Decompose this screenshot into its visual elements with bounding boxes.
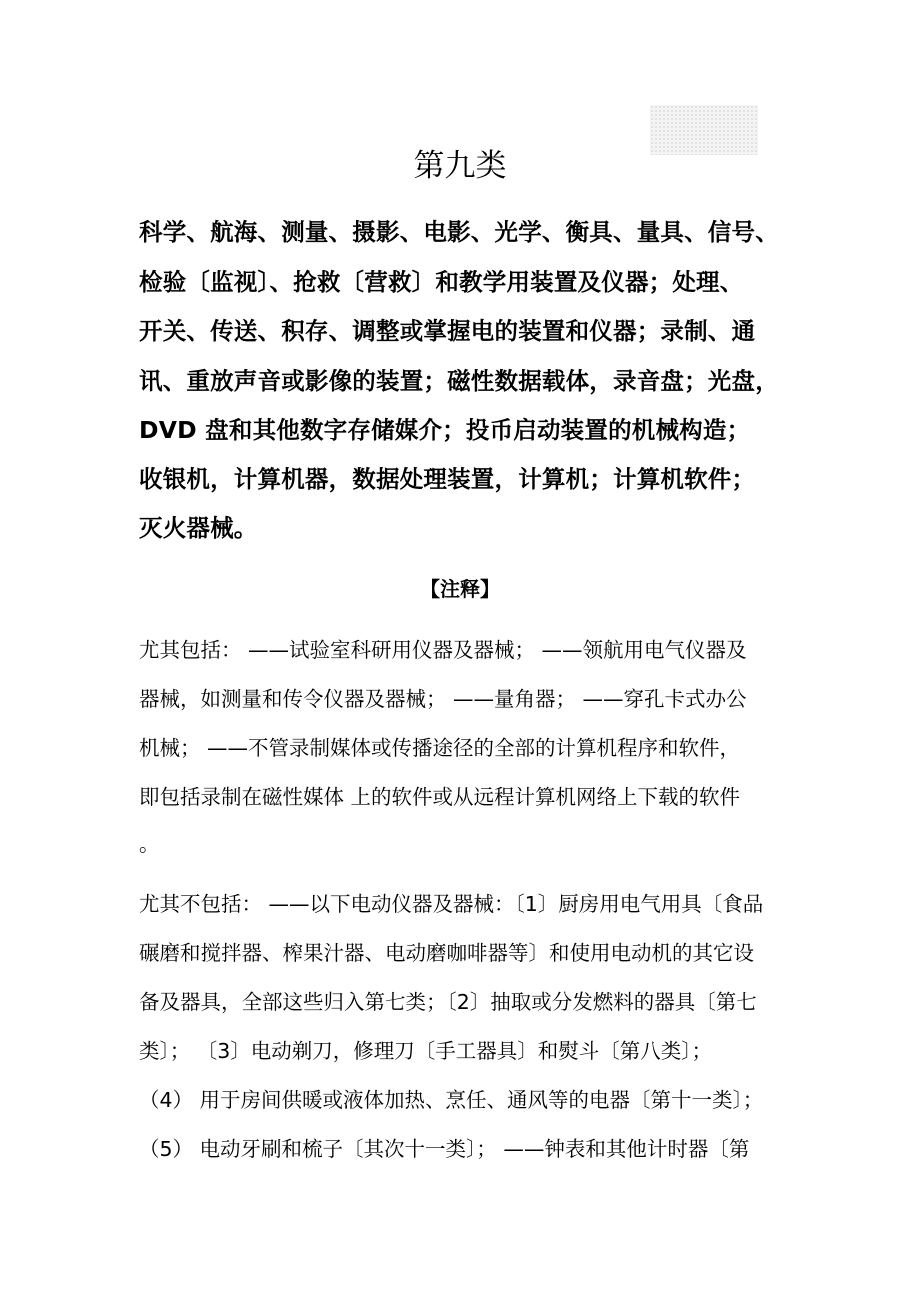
class-heading-line-2: 检验〔监视〕、抢救〔营救〕和教学用装置及仪器；处理、 [139,268,744,296]
excludes-line-1: 尤其不包括： ——以下电动仪器及器械：〔1〕厨房用电气用具〔食品 [139,892,764,916]
excludes-line-5: （4） 用于房间供暖或液体加热、烹任、通风等的电器〔第十一类〕； [139,1088,764,1112]
includes-line-1: 尤其包括： ——试验室科研用仪器及器械； ——领航用电气仪器及 [139,638,747,662]
excludes-line-3: 备及器具，全部这些归入第七类；〔2〕抽取或分发燃料的器具〔第七 [139,990,757,1014]
includes-line-2: 器械，如测量和传令仪器及器械； ——量角器； ——穿孔卡式办公 [139,687,747,711]
class-heading-line-4: 讯、重放声音或影像的装置；磁性数据载体，录音盘；光盘， [139,367,779,395]
includes-line-4: 即包括录制在磁性媒体 上的软件或从远程计算机网络上下载的软件 [139,785,741,809]
class-heading-line-6: 收银机，计算机器，数据处理装置，计算机；计算机软件； [139,465,756,493]
class-heading-line-3: 开关、传送、积存、调整或掌握电的装置和仪器；录制、通 [139,317,756,345]
class-heading-line-5: DVD 盘和其他数字存储媒介；投币启动装置的机械构造； [139,416,751,444]
includes-line-5: 。 [139,832,160,856]
includes-line-3: 机械； ——不管录制媒体或传播途径的全部的计算机程序和软件， [139,736,741,760]
class-heading-line-1: 科学、航海、测量、摄影、电影、光学、衡具、量具、信号、 [139,218,779,246]
excludes-line-6: （5） 电动牙刷和梳子〔其次十一类〕； ——钟表和其他计时器〔第 [139,1137,750,1161]
class-heading-line-7: 灭火器械。 [139,514,258,542]
excludes-line-4: 类〕； 〔3〕电动剃刀，修理刀〔手工器具〕和熨斗〔第八类〕； [139,1039,713,1063]
excludes-line-2: 碾磨和搅拌器、榨果汁器、电动磨咖啡器等〕和使用电动机的其它设 [139,941,754,965]
notes-heading: 【注释】 [420,577,500,601]
page-title: 第九类 [413,148,507,184]
